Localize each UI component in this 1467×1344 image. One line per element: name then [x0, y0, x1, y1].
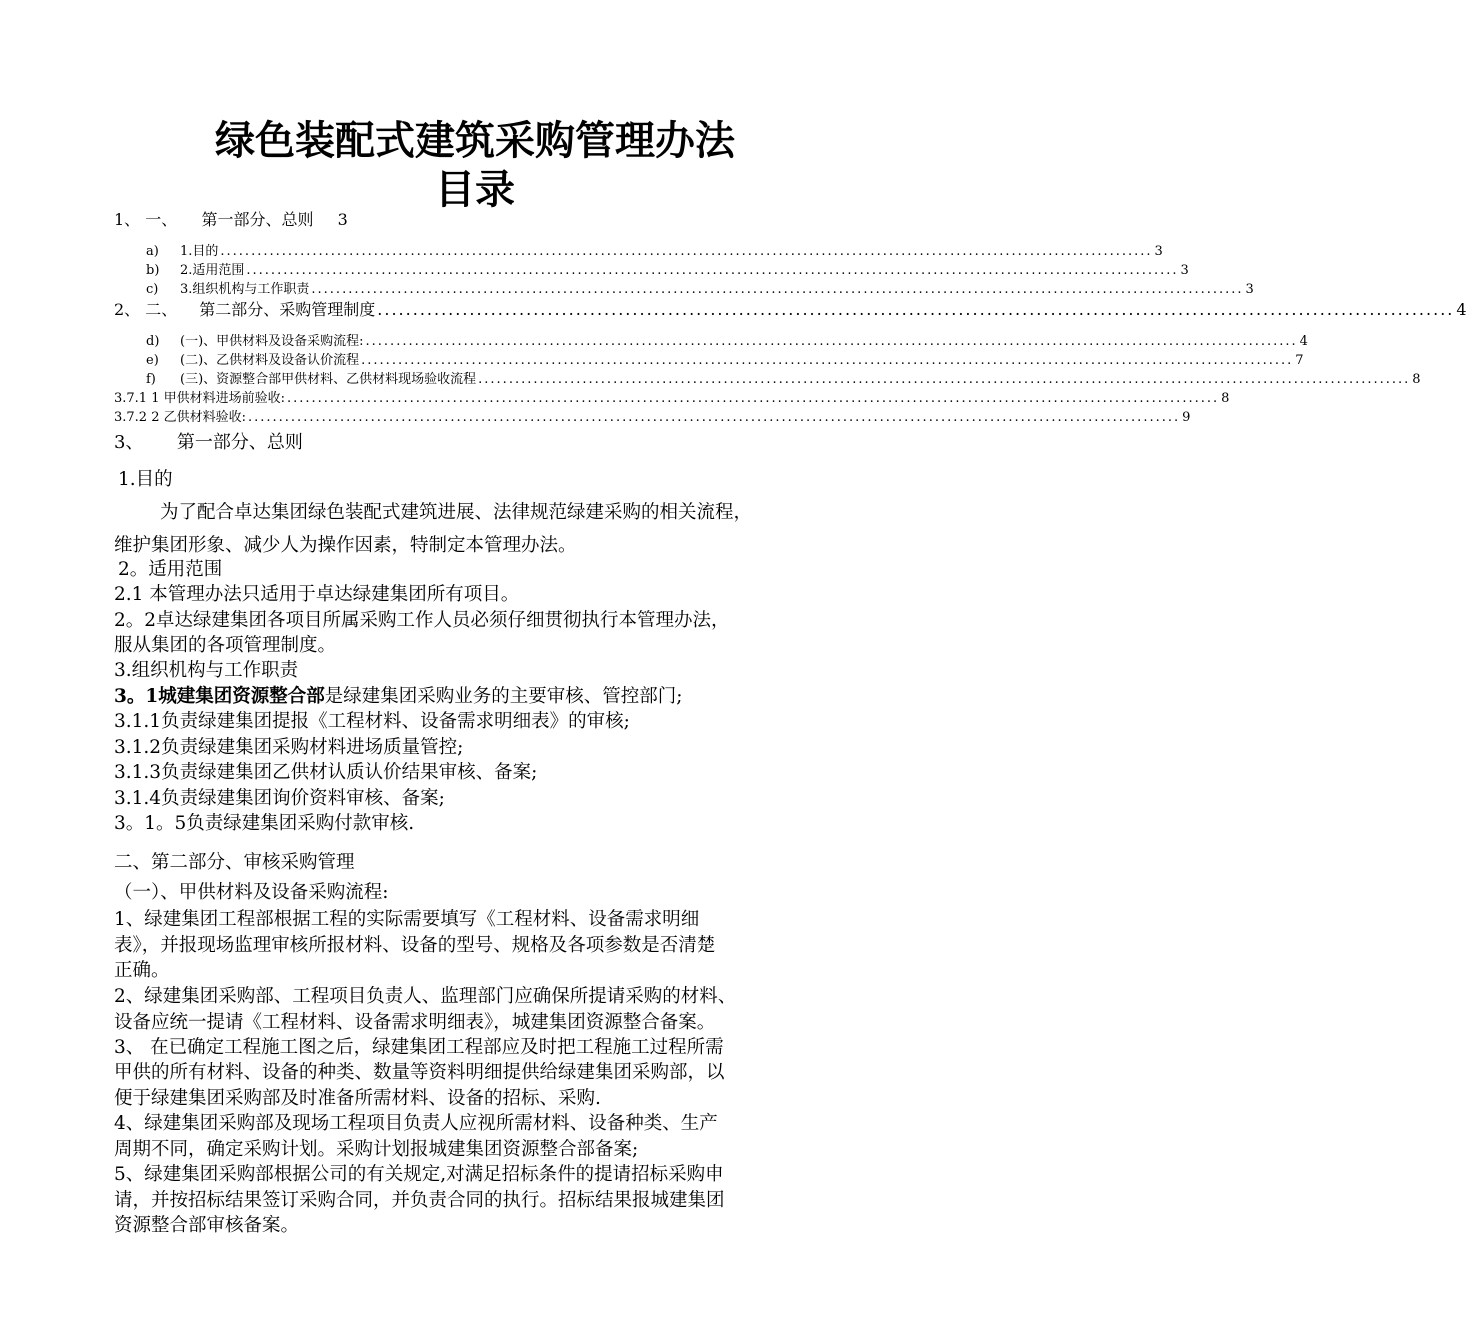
toc-item-organization[interactable] — [146, 281, 1254, 299]
document-title: 绿色装配式建筑采购管理办法 — [215, 118, 735, 164]
paragraph-line: 为了配合卓达集团绿色装配式建筑进展、法律规范绿建采购的相关流程， — [160, 502, 753, 523]
toc-item-purpose[interactable] — [146, 243, 1163, 261]
toc-leader-dots: ........................................................................................................................................................ — [377, 300, 1455, 319]
toc-part3-number: 3、 — [114, 432, 144, 453]
toc-item-mark: d) — [146, 334, 160, 349]
toc-item-label: 3.组织机构与工作职责 — [180, 282, 310, 297]
toc-leader-dots: ........................................................................................................................................................ — [361, 353, 1294, 368]
toc-part1[interactable] — [114, 210, 348, 230]
paragraph-line: 请，并按招标结果签订采购合同，并负责合同的执行。招标结果报城建集团 — [114, 1190, 725, 1211]
toc-item-page: 4 — [1299, 334, 1308, 349]
toc-item-page: 8 — [1412, 372, 1421, 387]
paragraph-line: 维护集团形象、减少人为操作因素，特制定本管理办法。 — [114, 535, 577, 556]
toc-leader-dots: ........................................................................................................................................................ — [246, 263, 1179, 278]
paragraph-text: 是绿建集团采购业务的主要审核、管控部门; — [324, 686, 683, 707]
toc-item-3-7-1[interactable] — [114, 390, 1230, 408]
paragraph-line: 便于绿建集团采购部及时准备所需材料、设备的招标、采购. — [114, 1088, 601, 1109]
toc-item-party-a-procurement[interactable] — [146, 333, 1308, 351]
toc-part2-page: 4 — [1456, 300, 1467, 319]
paragraph-line: 1、绿建集团工程部根据工程的实际需要填写《工程材料、设备需求明细 — [114, 909, 700, 930]
toc-part1-number: 1、 一、 — [114, 210, 178, 229]
paragraph-line: 3.1.1负责绿建集团提报《工程材料、设备需求明细表》的审核; — [114, 711, 630, 732]
paragraph-line: 5、绿建集团采购部根据公司的有关规定,对满足招标条件的提请招标采购申 — [114, 1164, 724, 1185]
toc-part2[interactable] — [114, 300, 1467, 320]
toc-item-site-acceptance[interactable] — [146, 371, 1421, 389]
section-heading: 1.目的 — [118, 469, 173, 490]
toc-item-scope[interactable] — [146, 262, 1189, 280]
toc-item-mark: e) — [146, 353, 159, 368]
paragraph-line: 4、绿建集团采购部及现场工程项目负责人应视所需材料、设备种类、生产 — [114, 1113, 718, 1134]
section-heading: 二、第二部分、审核采购管理 — [114, 852, 355, 873]
subsection-heading: （一）、甲供材料及设备采购流程: — [114, 882, 389, 903]
paragraph-line: 甲供的所有材料、设备的种类、数量等资料明细提供给绿建集团采购部，以 — [114, 1062, 725, 1083]
toc-item-mark: f) — [146, 372, 156, 387]
toc-item-page: 7 — [1295, 353, 1304, 368]
paragraph-line: 2。2卓达绿建集团各项目所属采购工作人员必须仔细贯彻执行本管理办法， — [114, 610, 730, 631]
section-heading: 2。适用范围 — [118, 559, 223, 580]
paragraph-line: 表》，并报现场监理审核所报材料、设备的型号、规格及各项参数是否清楚 — [114, 935, 716, 956]
toc-part1-page: 3 — [337, 210, 348, 229]
paragraph-line: 3.1.3负责绿建集团乙供材认质认价结果审核、备案; — [114, 762, 538, 783]
toc-item-party-b-pricing[interactable] — [146, 352, 1304, 370]
paragraph-line: 2、绿建集团采购部、工程项目负责人、监理部门应确保所提请采购的材料、 — [114, 986, 737, 1007]
toc-item-mark: c) — [146, 282, 159, 297]
paragraph-line: 3.1.4负责绿建集团询价资料审核、备案; — [114, 788, 445, 809]
toc-item-page: 3 — [1180, 263, 1189, 278]
paragraph-line: 正确。 — [114, 960, 170, 981]
toc-item-mark: b) — [146, 263, 160, 278]
paragraph-line: 设备应统一提请《工程材料、设备需求明细表》，城建集团资源整合备案。 — [114, 1012, 716, 1033]
toc-heading: 目录 — [435, 167, 515, 213]
toc-item-label: 3.7.2 2 乙供材料验收: — [114, 410, 246, 425]
paragraph-line: 资源整合部审核备案。 — [114, 1215, 300, 1236]
toc-part2-number: 2、 二、 — [114, 300, 178, 319]
paragraph-line: 3。1。5负责绿建集团采购付款审核. — [114, 813, 415, 834]
toc-item-label: (二)、乙供材料及设备认价流程 — [180, 353, 360, 368]
section-heading: 3.组织机构与工作职责 — [114, 660, 299, 681]
department-name: 3。1城建集团资源整合部 — [114, 686, 325, 707]
toc-item-3-7-2[interactable] — [114, 409, 1191, 427]
toc-item-label: 1.目的 — [180, 244, 219, 259]
toc-leader-dots: ........................................................................................................................................................ — [220, 244, 1153, 259]
toc-item-label: 3.7.1 1 甲供材料进场前验收: — [114, 391, 285, 406]
paragraph-line: 2.1 本管理办法只适用于卓达绿建集团所有项目。 — [114, 584, 520, 605]
toc-item-page: 8 — [1221, 391, 1230, 406]
paragraph-line — [114, 684, 683, 710]
toc-part1-label: 第一部分、总则 — [201, 210, 314, 229]
toc-leader-dots: ........................................................................................................................................................ — [311, 282, 1244, 297]
toc-leader-dots: ........................................................................................................................................................ — [478, 372, 1411, 387]
toc-item-label: 2.适用范围 — [180, 263, 245, 278]
paragraph-line: 周期不同，确定采购计划。采购计划报城建集团资源整合部备案; — [114, 1139, 639, 1160]
toc-leader-dots: ........................................................................................................................................................ — [248, 410, 1181, 425]
paragraph-line: 服从集团的各项管理制度。 — [114, 635, 337, 656]
toc-item-page: 9 — [1182, 410, 1191, 425]
toc-leader-dots: ........................................................................................................................................................ — [287, 391, 1220, 406]
toc-part2-label: 第二部分、采购管理制度 — [199, 300, 376, 319]
toc-part3[interactable] — [114, 431, 303, 455]
toc-item-label: (三)、资源整合部甲供材料、乙供材料现场验收流程 — [180, 372, 477, 387]
paragraph-line: 3.1.2负责绿建集团采购材料进场质量管控; — [114, 737, 464, 758]
toc-item-page: 3 — [1154, 244, 1163, 259]
toc-item-mark: a) — [146, 244, 159, 259]
toc-part3-label: 第一部分、总则 — [176, 432, 303, 453]
paragraph-line: 3、 在已确定工程施工图之后，绿建集团工程部应及时把工程施工过程所需 — [114, 1037, 724, 1058]
toc-leader-dots: ........................................................................................................................................................ — [365, 334, 1298, 349]
toc-item-label: (一)、甲供材料及设备采购流程: — [180, 334, 364, 349]
toc-item-page: 3 — [1245, 282, 1254, 297]
